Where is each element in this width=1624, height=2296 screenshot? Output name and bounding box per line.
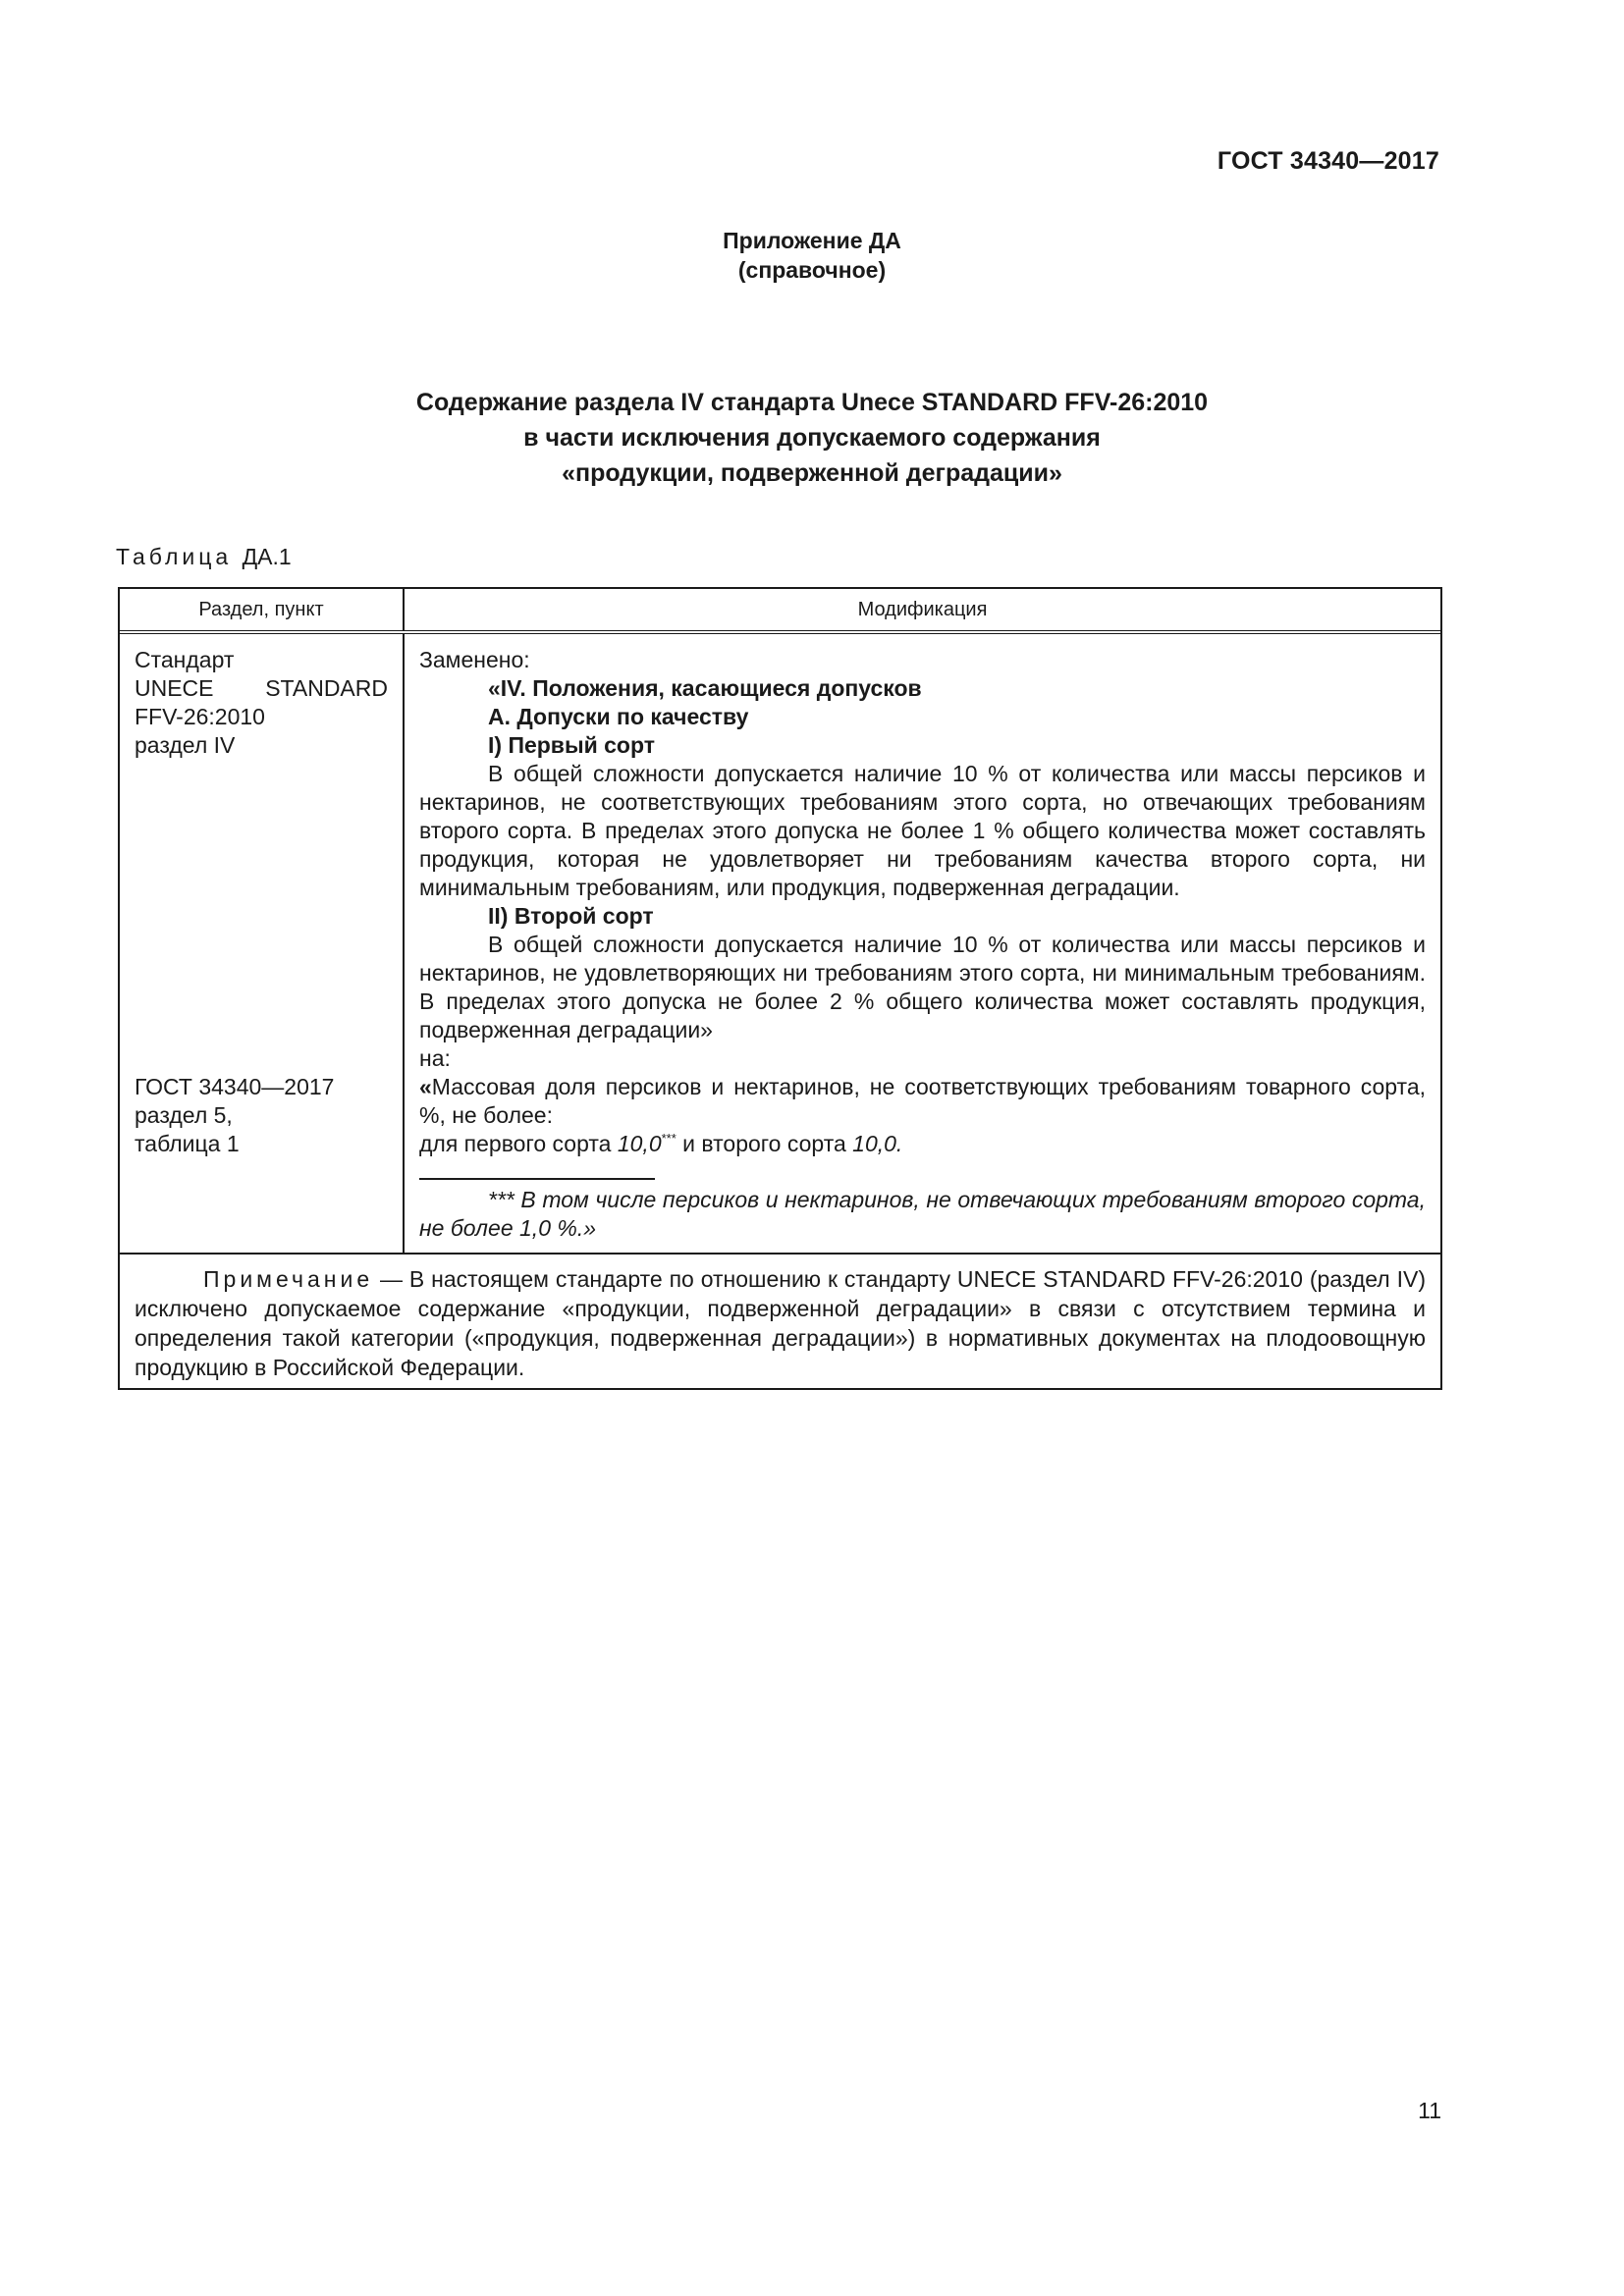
footnote-text: *** В том числе персиков и нектаринов, не отвечающих требованиям второго сорта, не более 1,0 %.» xyxy=(419,1187,1426,1241)
unece-ref-line-1: Стандарт xyxy=(135,647,235,672)
unece-section-ref xyxy=(135,646,388,760)
page-number: 11 xyxy=(1418,2098,1441,2123)
note-text: — В настоящем стандарте по отношению к стандарту UNECE STANDARD FFV-26:2010 (раздел IV) исключено допускаемое содержание «продукции, подверженной деградации» в связи с отсутствием термина и определения такой категории («продукция, подверженная деградации») в нормативных документах на плодоовощную продукцию в Российской Федерации. xyxy=(135,1266,1426,1380)
table-note-row xyxy=(120,1255,1440,1388)
paragraph-second-grade: В общей сложности допускается наличие 10 % от количества или массы персиков и нектаринов, не удовлетворяющих ни требованиям этого сорта, ни минимальным требованиям. В пределах этого допуска не более 2 % общего количества может составлять продукция, подверженная деградации» xyxy=(419,932,1426,1042)
unece-ref-line-3: FFV-26:2010 xyxy=(135,704,265,729)
table-header-row xyxy=(120,589,1440,634)
table-note xyxy=(135,1264,1426,1382)
unece-ref-line-4: раздел IV xyxy=(135,732,236,758)
unece-ref-line-2 xyxy=(135,674,388,703)
heading-second-grade: II) Второй сорт xyxy=(488,903,654,929)
table-body-row xyxy=(120,634,1440,1255)
header-modification-cell: Модификация xyxy=(857,598,988,620)
gost-ref-line-3: таблица 1 xyxy=(135,1131,240,1156)
paragraph-first-grade: В общей сложности допускается наличие 10 % от количества или массы персиков и нектаринов, не соответствующих требованиям этого сорта, но отвечающих требованиям второго сорта. В пределах этого допуска не более 1 % общего количества может составлять продукция, которая не удовлетворяет ни требованиям качества второго сорта, ни минимальным требованиям, или продукция, подверженная деградации. xyxy=(419,761,1426,900)
modification-table xyxy=(118,587,1442,1390)
grade-values-line xyxy=(419,1130,1426,1158)
modification-cell xyxy=(419,646,1426,1243)
table-caption xyxy=(116,544,292,570)
unece-ref-line-2b: STANDARD xyxy=(265,675,388,701)
replaced-label: Заменено: xyxy=(419,647,530,672)
main-title-line-3: «продукции, подверженной деградации» xyxy=(562,459,1062,487)
appendix-heading xyxy=(0,226,1624,285)
table-caption-number: ДА.1 xyxy=(242,544,292,569)
heading-first-grade: I) Первый сорт xyxy=(488,732,655,758)
first-grade-value: 10,0 xyxy=(617,1131,662,1156)
section-cell xyxy=(120,634,405,1253)
new-text-open-quote: « xyxy=(419,1074,432,1099)
main-title-line-2: в части исключения допускаемого содержания xyxy=(523,424,1101,452)
gost-ref-line-1: ГОСТ 34340—2017 xyxy=(135,1074,335,1099)
new-text-paragraph xyxy=(419,1073,1426,1130)
gost-ref-line-2: раздел 5, xyxy=(135,1102,233,1128)
footnote-divider xyxy=(419,1178,655,1180)
table-caption-word: Таблица xyxy=(116,544,233,569)
heading-quality-tolerances: A. Допуски по качеству xyxy=(488,704,749,729)
on-label: на: xyxy=(419,1045,451,1071)
second-grade-label: и второго сорта xyxy=(676,1131,853,1156)
first-grade-label: для первого сорта xyxy=(419,1131,618,1156)
document-code: ГОСТ 34340—2017 xyxy=(1217,147,1439,175)
new-text-body: Массовая доля персиков и нектаринов, не соответствующих требованиям товарного сорта, %, не более: xyxy=(419,1074,1426,1128)
footnote-marker: *** xyxy=(661,1131,677,1146)
main-title-line-1: Содержание раздела IV стандарта Unece STANDARD FFV-26:2010 xyxy=(415,389,1209,416)
unece-ref-line-2a: UNECE xyxy=(135,675,214,701)
heading-section-iv: «IV. Положения, касающиеся допусков xyxy=(488,675,922,701)
appendix-subtitle: (справочное) xyxy=(737,257,887,283)
gost-section-ref xyxy=(135,1073,388,1158)
main-title xyxy=(0,385,1624,491)
appendix-title: Приложение ДА xyxy=(723,228,901,253)
second-grade-value: 10,0. xyxy=(852,1131,903,1156)
note-label: Примечание xyxy=(203,1266,374,1292)
header-section-cell: Раздел, пункт xyxy=(120,589,405,630)
